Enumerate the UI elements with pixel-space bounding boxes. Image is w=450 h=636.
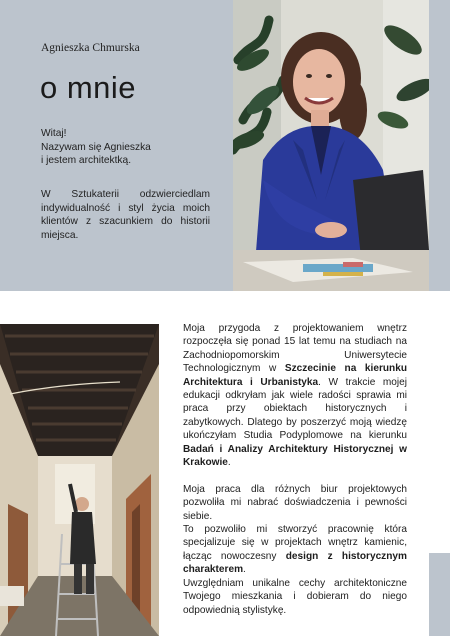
text-span: . W trakcie mojej edukacji odkryłam jak wiele radości sprawia mi praca przy obiektach historycznych i zabytkowych. Dlatego by poszerzyć moją wiedzę ukończyłam Studia Podyplomowe na kierunku xyxy=(183,376,407,442)
text-span: To pozwoliło mi stworzyć pracownię która specjalizuje się w projektach wnętrz kamienic, łącząc nowoczesny xyxy=(183,524,407,562)
text-span: . xyxy=(227,457,231,469)
text-span: . xyxy=(243,564,246,576)
paragraph-studio xyxy=(183,523,407,577)
renovation-illustration xyxy=(0,324,159,636)
paragraph-experience: Moja praca dla różnych biur projektowych pozwoliła mi nabrać doświadczenia i pewności siebie. xyxy=(183,483,407,522)
page-title: o mnie xyxy=(40,70,137,105)
greeting-line: Nazywam się Agnieszka xyxy=(41,141,151,153)
portrait-illustration xyxy=(233,0,429,291)
bold-text: Badań i Analizy Architektury Historycznej w Krakowie xyxy=(183,443,407,469)
renovation-photo xyxy=(0,324,159,636)
about-body-text xyxy=(183,322,407,617)
bold-text: design z historycznym charakterem xyxy=(183,550,407,576)
author-name: Agnieszka Chmurska xyxy=(41,42,140,54)
paragraph-education xyxy=(183,322,407,469)
portrait-photo xyxy=(233,0,429,291)
greeting-line: Witaj! xyxy=(41,128,67,139)
greeting-text xyxy=(41,127,221,168)
text-span: Moja przygoda z projektowaniem wnętrz rozpoczęła się ponad 15 lat temu na studiach na Zachodniopomorskim Uniwersytecie Technologicznym w xyxy=(183,323,407,375)
intro-text: W Sztukaterii odzwierciedlam indywidualność i styl życia moich klientów z szacunkiem do historii miejsca. xyxy=(41,189,210,241)
bold-text: Szczecinie na kierunku Architektura i Urbanistyka xyxy=(183,363,407,388)
paragraph-approach: Uwzględniam unikalne cechy architektoniczne Twojego mieszkania i dobieram do niego odpowiednią stylistykę. xyxy=(183,577,407,616)
greeting-line: i jestem architektką. xyxy=(41,155,132,166)
accent-block xyxy=(429,553,450,636)
